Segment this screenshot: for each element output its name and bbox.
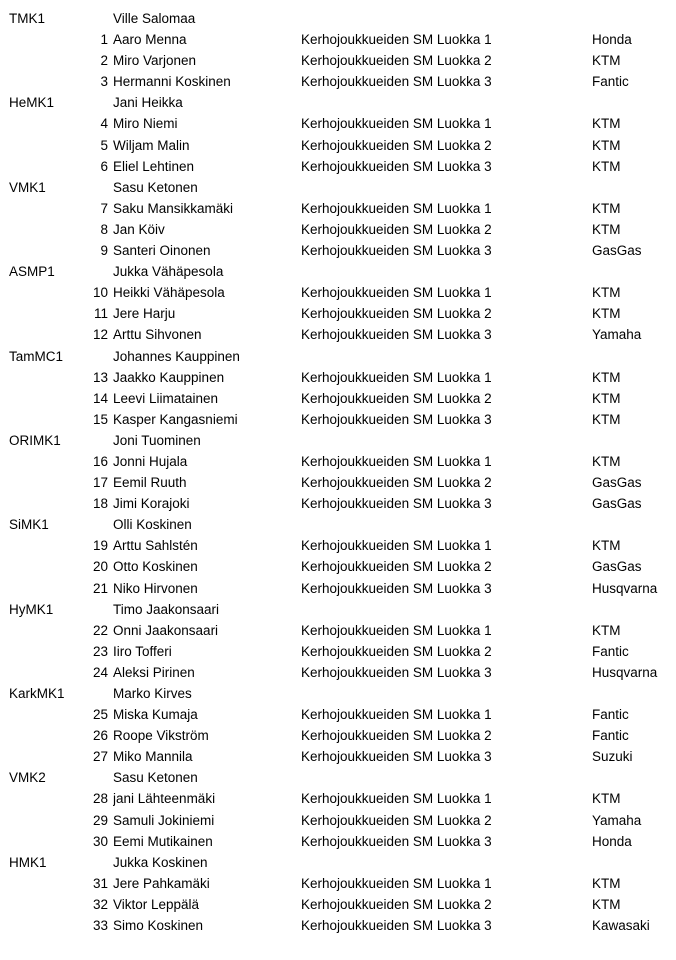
rider-row xyxy=(0,662,676,683)
rider-name: Eemi Mutikainen xyxy=(113,833,213,849)
rider-name: Arttu Sihvonen xyxy=(113,327,202,343)
team-leader: Joni Tuominen xyxy=(113,432,201,448)
rider-bike: GasGas xyxy=(592,243,642,259)
rider-bike: KTM xyxy=(592,390,621,406)
rider-class: Kerhojoukkueiden SM Luokka 3 xyxy=(301,833,492,849)
rider-number: 11 xyxy=(93,306,108,322)
rider-bike: KTM xyxy=(592,137,621,153)
rider-number: 23 xyxy=(92,643,108,659)
rider-row xyxy=(0,135,676,156)
rider-name: Miska Kumaja xyxy=(113,707,198,723)
rider-name: Miko Mannila xyxy=(113,749,193,765)
rider-row xyxy=(0,894,676,915)
club-code: VMK2 xyxy=(9,770,46,786)
rider-row xyxy=(0,831,676,852)
rider-class: Kerhojoukkueiden SM Luokka 3 xyxy=(301,411,492,427)
rider-number: 16 xyxy=(92,453,108,469)
rider-class: Kerhojoukkueiden SM Luokka 3 xyxy=(301,918,492,934)
rider-bike: Fantic xyxy=(592,74,629,90)
rider-class: Kerhojoukkueiden SM Luokka 1 xyxy=(301,707,492,723)
rider-row xyxy=(0,388,676,409)
rider-name: Heikki Vähäpesola xyxy=(113,285,225,301)
rider-name: Simo Koskinen xyxy=(113,918,204,934)
club-code: KarkMK1 xyxy=(9,686,65,701)
rider-number: 30 xyxy=(92,833,108,849)
rider-name: Jaakko Kauppinen xyxy=(113,369,225,385)
rider-number: 4 xyxy=(100,116,108,132)
rider-name: Eemil Ruuth xyxy=(113,475,187,491)
rider-bike: KTM xyxy=(592,411,621,427)
rider-name: Otto Koskinen xyxy=(113,559,198,575)
rider-bike: GasGas xyxy=(592,475,642,491)
rider-row xyxy=(0,810,676,831)
rider-row xyxy=(0,156,676,177)
rider-number: 24 xyxy=(92,664,108,680)
team-leader: Johannes Kauppinen xyxy=(113,348,240,364)
rider-row xyxy=(0,704,676,725)
rider-bike: Honda xyxy=(592,833,632,849)
rider-class: Kerhojoukkueiden SM Luokka 1 xyxy=(301,622,492,638)
rider-number: 12 xyxy=(92,327,108,343)
rider-bike: GasGas xyxy=(592,496,642,512)
rider-number: 9 xyxy=(100,243,108,259)
team-header-row xyxy=(0,261,676,282)
rider-name: Wiljam Malin xyxy=(113,137,190,153)
team-leader: Marko Kirves xyxy=(113,686,192,701)
rider-class: Kerhojoukkueiden SM Luokka 3 xyxy=(301,496,492,512)
rider-number: 7 xyxy=(100,200,108,216)
rider-bike: Fantic xyxy=(592,728,629,744)
rider-row xyxy=(0,303,676,324)
club-code: HMK1 xyxy=(9,854,47,870)
rider-class: Kerhojoukkueiden SM Luokka 1 xyxy=(301,200,492,216)
rider-row xyxy=(0,367,676,388)
rider-bike: Husqvarna xyxy=(592,580,658,596)
rider-name: Viktor Leppälä xyxy=(113,896,200,912)
rider-class: Kerhojoukkueiden SM Luokka 2 xyxy=(301,221,492,237)
team-header-row xyxy=(0,430,676,451)
rider-bike: KTM xyxy=(592,622,621,638)
team-leader: Sasu Ketonen xyxy=(113,179,198,195)
rider-bike: KTM xyxy=(592,538,621,554)
rider-bike: KTM xyxy=(592,200,621,216)
rider-row xyxy=(0,409,676,430)
rider-class: Kerhojoukkueiden SM Luokka 1 xyxy=(301,32,492,48)
rider-row xyxy=(0,198,676,219)
club-code: ASMP1 xyxy=(9,264,55,280)
rider-number: 10 xyxy=(92,285,108,301)
rider-name: Jan Köiv xyxy=(113,221,165,237)
rider-number: 29 xyxy=(92,812,108,828)
rider-number: 28 xyxy=(92,791,108,807)
rider-bike: KTM xyxy=(592,875,621,891)
team-leader: Olli Koskinen xyxy=(113,517,192,533)
rider-number: 5 xyxy=(100,137,108,153)
rider-row xyxy=(0,620,676,641)
rider-class: Kerhojoukkueiden SM Luokka 2 xyxy=(301,559,492,575)
rider-class: Kerhojoukkueiden SM Luokka 2 xyxy=(301,728,492,744)
team-roster-sheet xyxy=(0,8,676,936)
club-code: HeMK1 xyxy=(9,95,55,111)
rider-row xyxy=(0,725,676,746)
rider-number: 15 xyxy=(92,411,108,427)
rider-class: Kerhojoukkueiden SM Luokka 2 xyxy=(301,643,492,659)
rider-class: Kerhojoukkueiden SM Luokka 1 xyxy=(301,538,492,554)
rider-bike: KTM xyxy=(592,221,621,237)
team-header-row xyxy=(0,177,676,198)
rider-number: 6 xyxy=(100,158,108,174)
rider-name: Miro Niemi xyxy=(113,116,178,132)
team-header-row xyxy=(0,683,676,704)
club-code: VMK1 xyxy=(9,179,46,195)
rider-row xyxy=(0,282,676,303)
rider-number: 32 xyxy=(92,896,108,912)
team-header-row xyxy=(0,8,676,29)
rider-bike: Suzuki xyxy=(592,749,633,765)
rider-bike: Fantic xyxy=(592,707,629,723)
rider-name: Niko Hirvonen xyxy=(113,580,198,596)
rider-row xyxy=(0,451,676,472)
rider-bike: Fantic xyxy=(592,643,629,659)
rider-name: Roope Vikström xyxy=(113,728,209,744)
rider-name: Miro Varjonen xyxy=(113,53,197,69)
rider-bike: Honda xyxy=(592,32,632,48)
rider-row xyxy=(0,535,676,556)
rider-number: 21 xyxy=(92,580,108,596)
rider-class: Kerhojoukkueiden SM Luokka 3 xyxy=(301,749,492,765)
rider-bike: Yamaha xyxy=(592,327,642,343)
rider-name: Jimi Korajoki xyxy=(113,496,190,512)
rider-number: 27 xyxy=(92,749,108,765)
rider-class: Kerhojoukkueiden SM Luokka 2 xyxy=(301,137,492,153)
rider-class: Kerhojoukkueiden SM Luokka 2 xyxy=(301,896,492,912)
team-header-row xyxy=(0,767,676,788)
club-code: TMK1 xyxy=(9,11,46,26)
team-header-row xyxy=(0,346,676,367)
rider-bike: KTM xyxy=(592,791,621,807)
rider-number: 2 xyxy=(100,53,108,69)
rider-bike: KTM xyxy=(592,306,621,322)
rider-name: Onni Jaakonsaari xyxy=(113,622,219,638)
rider-row xyxy=(0,113,676,134)
team-leader: Ville Salomaa xyxy=(113,11,196,26)
rider-name: Jere Pahkamäki xyxy=(113,875,210,891)
rider-name: Iiro Tofferi xyxy=(113,643,172,659)
rider-number: 26 xyxy=(92,728,108,744)
rider-number: 18 xyxy=(92,496,108,512)
club-code: SiMK1 xyxy=(9,517,49,533)
team-header-row xyxy=(0,599,676,620)
rider-name: Jonni Hujala xyxy=(113,453,188,469)
rider-class: Kerhojoukkueiden SM Luokka 1 xyxy=(301,369,492,385)
rider-row xyxy=(0,472,676,493)
rider-bike: GasGas xyxy=(592,559,642,575)
team-header-row xyxy=(0,92,676,113)
club-code: ORIMK1 xyxy=(9,432,61,448)
team-leader: Timo Jaakonsaari xyxy=(113,601,220,617)
rider-number: 22 xyxy=(92,622,108,638)
rider-row xyxy=(0,746,676,767)
rider-bike: Yamaha xyxy=(592,812,642,828)
rider-name: Aaro Menna xyxy=(113,32,187,48)
rider-row xyxy=(0,788,676,809)
rider-bike: KTM xyxy=(592,158,621,174)
team-leader: Sasu Ketonen xyxy=(113,770,198,786)
rider-bike: KTM xyxy=(592,453,621,469)
rider-class: Kerhojoukkueiden SM Luokka 3 xyxy=(301,158,492,174)
rider-row xyxy=(0,641,676,662)
rider-name: Hermanni Koskinen xyxy=(113,74,231,90)
rider-name: Samuli Jokiniemi xyxy=(113,812,215,828)
rider-name: Jere Harju xyxy=(113,306,176,322)
rider-class: Kerhojoukkueiden SM Luokka 3 xyxy=(301,74,492,90)
rider-bike: KTM xyxy=(592,369,621,385)
rider-class: Kerhojoukkueiden SM Luokka 1 xyxy=(301,453,492,469)
rider-bike: KTM xyxy=(592,896,621,912)
rider-number: 3 xyxy=(100,74,108,90)
rider-bike: KTM xyxy=(592,116,621,132)
rider-name: Kasper Kangasniemi xyxy=(113,411,238,427)
rider-row xyxy=(0,873,676,894)
rider-class: Kerhojoukkueiden SM Luokka 1 xyxy=(301,875,492,891)
rider-class: Kerhojoukkueiden SM Luokka 1 xyxy=(301,791,492,807)
team-header-row xyxy=(0,852,676,873)
rider-class: Kerhojoukkueiden SM Luokka 1 xyxy=(301,285,492,301)
rider-name: Santeri Oinonen xyxy=(113,243,211,259)
rider-row xyxy=(0,71,676,92)
rider-bike: Husqvarna xyxy=(592,664,658,680)
rider-name: Eliel Lehtinen xyxy=(113,158,195,174)
rider-class: Kerhojoukkueiden SM Luokka 3 xyxy=(301,580,492,596)
rider-row xyxy=(0,219,676,240)
rider-name: Aleksi Pirinen xyxy=(113,664,195,680)
rider-bike: Kawasaki xyxy=(592,918,650,934)
rider-class: Kerhojoukkueiden SM Luokka 2 xyxy=(301,475,492,491)
rider-bike: KTM xyxy=(592,53,621,69)
rider-bike: KTM xyxy=(592,285,621,301)
club-code: TamMC1 xyxy=(9,348,64,364)
team-leader: Jani Heikka xyxy=(113,95,183,111)
rider-row xyxy=(0,50,676,71)
rider-number: 17 xyxy=(92,475,108,491)
rider-number: 31 xyxy=(92,875,108,891)
rider-name: jani Lähteenmäki xyxy=(113,791,216,807)
rider-number: 19 xyxy=(92,538,108,554)
rider-name: Saku Mansikkamäki xyxy=(113,200,234,216)
team-leader: Jukka Koskinen xyxy=(113,854,208,870)
rider-row xyxy=(0,493,676,514)
rider-number: 8 xyxy=(100,221,108,237)
rider-class: Kerhojoukkueiden SM Luokka 2 xyxy=(301,390,492,406)
rider-name: Leevi Liimatainen xyxy=(113,390,219,406)
rider-row xyxy=(0,240,676,261)
rider-class: Kerhojoukkueiden SM Luokka 2 xyxy=(301,53,492,69)
rider-number: 20 xyxy=(92,559,108,575)
rider-row xyxy=(0,324,676,345)
rider-number: 13 xyxy=(92,369,108,385)
rider-class: Kerhojoukkueiden SM Luokka 3 xyxy=(301,243,492,259)
team-header-row xyxy=(0,514,676,535)
rider-number: 1 xyxy=(100,32,108,48)
club-code: HyMK1 xyxy=(9,601,54,617)
team-leader: Jukka Vähäpesola xyxy=(113,264,224,280)
rider-number: 25 xyxy=(92,707,108,723)
rider-row xyxy=(0,29,676,50)
rider-number: 33 xyxy=(92,918,108,934)
rider-class: Kerhojoukkueiden SM Luokka 2 xyxy=(301,812,492,828)
rider-number: 14 xyxy=(92,390,108,406)
rider-class: Kerhojoukkueiden SM Luokka 2 xyxy=(301,306,492,322)
rider-class: Kerhojoukkueiden SM Luokka 3 xyxy=(301,327,492,343)
rider-class: Kerhojoukkueiden SM Luokka 1 xyxy=(301,116,492,132)
rider-row xyxy=(0,578,676,599)
rider-row xyxy=(0,915,676,936)
rider-row xyxy=(0,556,676,577)
rider-name: Arttu Sahlstén xyxy=(113,538,198,554)
rider-class: Kerhojoukkueiden SM Luokka 3 xyxy=(301,664,492,680)
